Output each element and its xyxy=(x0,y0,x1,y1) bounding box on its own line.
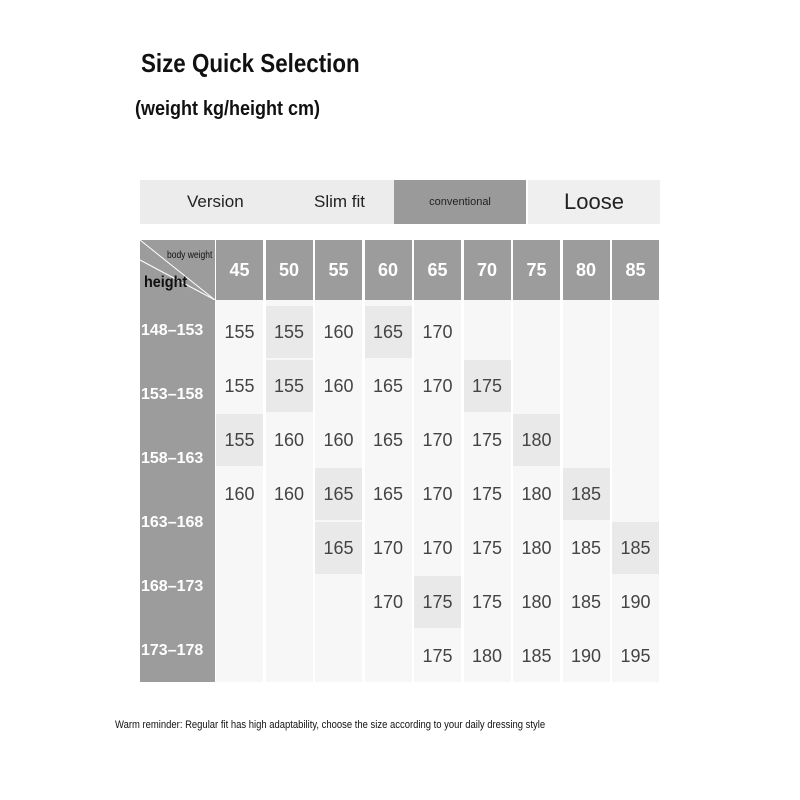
weight-header-85: 85 xyxy=(612,240,659,300)
version-slim-label: Slim fit xyxy=(314,192,365,211)
size-cell: 155 xyxy=(224,375,255,396)
size-cell: 185 xyxy=(563,468,610,520)
size-cell: 180 xyxy=(471,645,503,666)
version-label: Version xyxy=(187,192,244,211)
size-cell: 185 xyxy=(570,537,602,558)
height-range-label: 148–153 xyxy=(141,322,204,339)
height-range-label: 163–168 xyxy=(141,514,204,531)
height-range-label: 153–158 xyxy=(141,386,204,403)
size-cell: 160 xyxy=(273,483,305,504)
size-cell: 165 xyxy=(372,429,404,450)
size-cell: 155 xyxy=(224,321,255,342)
weight-header-75: 75 xyxy=(513,240,560,300)
size-cell: 190 xyxy=(620,591,651,612)
weight-header-70: 70 xyxy=(464,240,511,300)
size-cell: 175 xyxy=(471,429,503,450)
size-cell: 160 xyxy=(224,483,255,504)
weight-header-45: 45 xyxy=(216,240,263,300)
size-cell: 155 xyxy=(266,306,313,358)
table-corner-header xyxy=(140,240,215,300)
height-range-label: 158–163 xyxy=(141,450,204,467)
size-cell: 175 xyxy=(414,576,461,628)
size-cell: 170 xyxy=(372,537,404,558)
size-cell: 185 xyxy=(521,645,552,666)
size-cell: 165 xyxy=(315,522,362,574)
warm-reminder-note: Warm reminder: Regular fit has high adaptability, choose the size according to your daily dressing style xyxy=(115,719,546,731)
corner-height-label: height xyxy=(144,274,188,291)
size-cell: 175 xyxy=(471,483,503,504)
size-cell: 175 xyxy=(422,645,453,666)
size-cell: 170 xyxy=(372,591,404,612)
size-cell: 175 xyxy=(471,591,503,612)
size-cell: 170 xyxy=(422,429,453,450)
size-cell: 160 xyxy=(323,429,354,450)
size-cell: 180 xyxy=(521,483,552,504)
version-bar xyxy=(140,180,660,224)
size-cell: 155 xyxy=(216,414,263,466)
size-cell: 195 xyxy=(620,645,651,666)
height-column xyxy=(140,300,215,682)
version-loose: Loose xyxy=(528,180,660,224)
size-table xyxy=(140,240,660,682)
size-cell: 180 xyxy=(513,414,560,466)
size-cell: 190 xyxy=(570,645,602,666)
size-cell: 185 xyxy=(612,522,659,574)
weight-header-60: 60 xyxy=(365,240,412,300)
size-cell: 160 xyxy=(323,375,354,396)
size-cell: 185 xyxy=(570,591,602,612)
weight-header-50: 50 xyxy=(266,240,313,300)
size-cell: 165 xyxy=(315,468,362,520)
size-cell: 180 xyxy=(521,591,552,612)
size-cell: 175 xyxy=(464,360,511,412)
version-slim-cell xyxy=(140,180,394,224)
size-cell: 165 xyxy=(372,483,404,504)
size-cell: 155 xyxy=(266,360,313,412)
size-cell: 160 xyxy=(273,429,305,450)
page-title: Size Quick Selection xyxy=(141,48,360,78)
page-subtitle: (weight kg/height cm) xyxy=(135,98,321,120)
size-cell: 170 xyxy=(422,321,453,342)
size-cell: 170 xyxy=(422,537,453,558)
size-cell: 175 xyxy=(471,537,503,558)
size-cell: 180 xyxy=(521,537,552,558)
size-cell: 170 xyxy=(422,483,453,504)
weight-header-80: 80 xyxy=(563,240,610,300)
size-cell: 165 xyxy=(365,306,412,358)
weight-header-65: 65 xyxy=(414,240,461,300)
height-range-label: 168–173 xyxy=(141,578,204,595)
size-cell: 160 xyxy=(323,321,354,342)
size-cell: 165 xyxy=(372,375,404,396)
height-range-label: 173–178 xyxy=(141,642,204,659)
corner-weight-label: body weight xyxy=(167,250,213,261)
size-cell: 170 xyxy=(422,375,453,396)
weight-header-55: 55 xyxy=(315,240,362,300)
version-conventional: conventional xyxy=(394,180,526,224)
